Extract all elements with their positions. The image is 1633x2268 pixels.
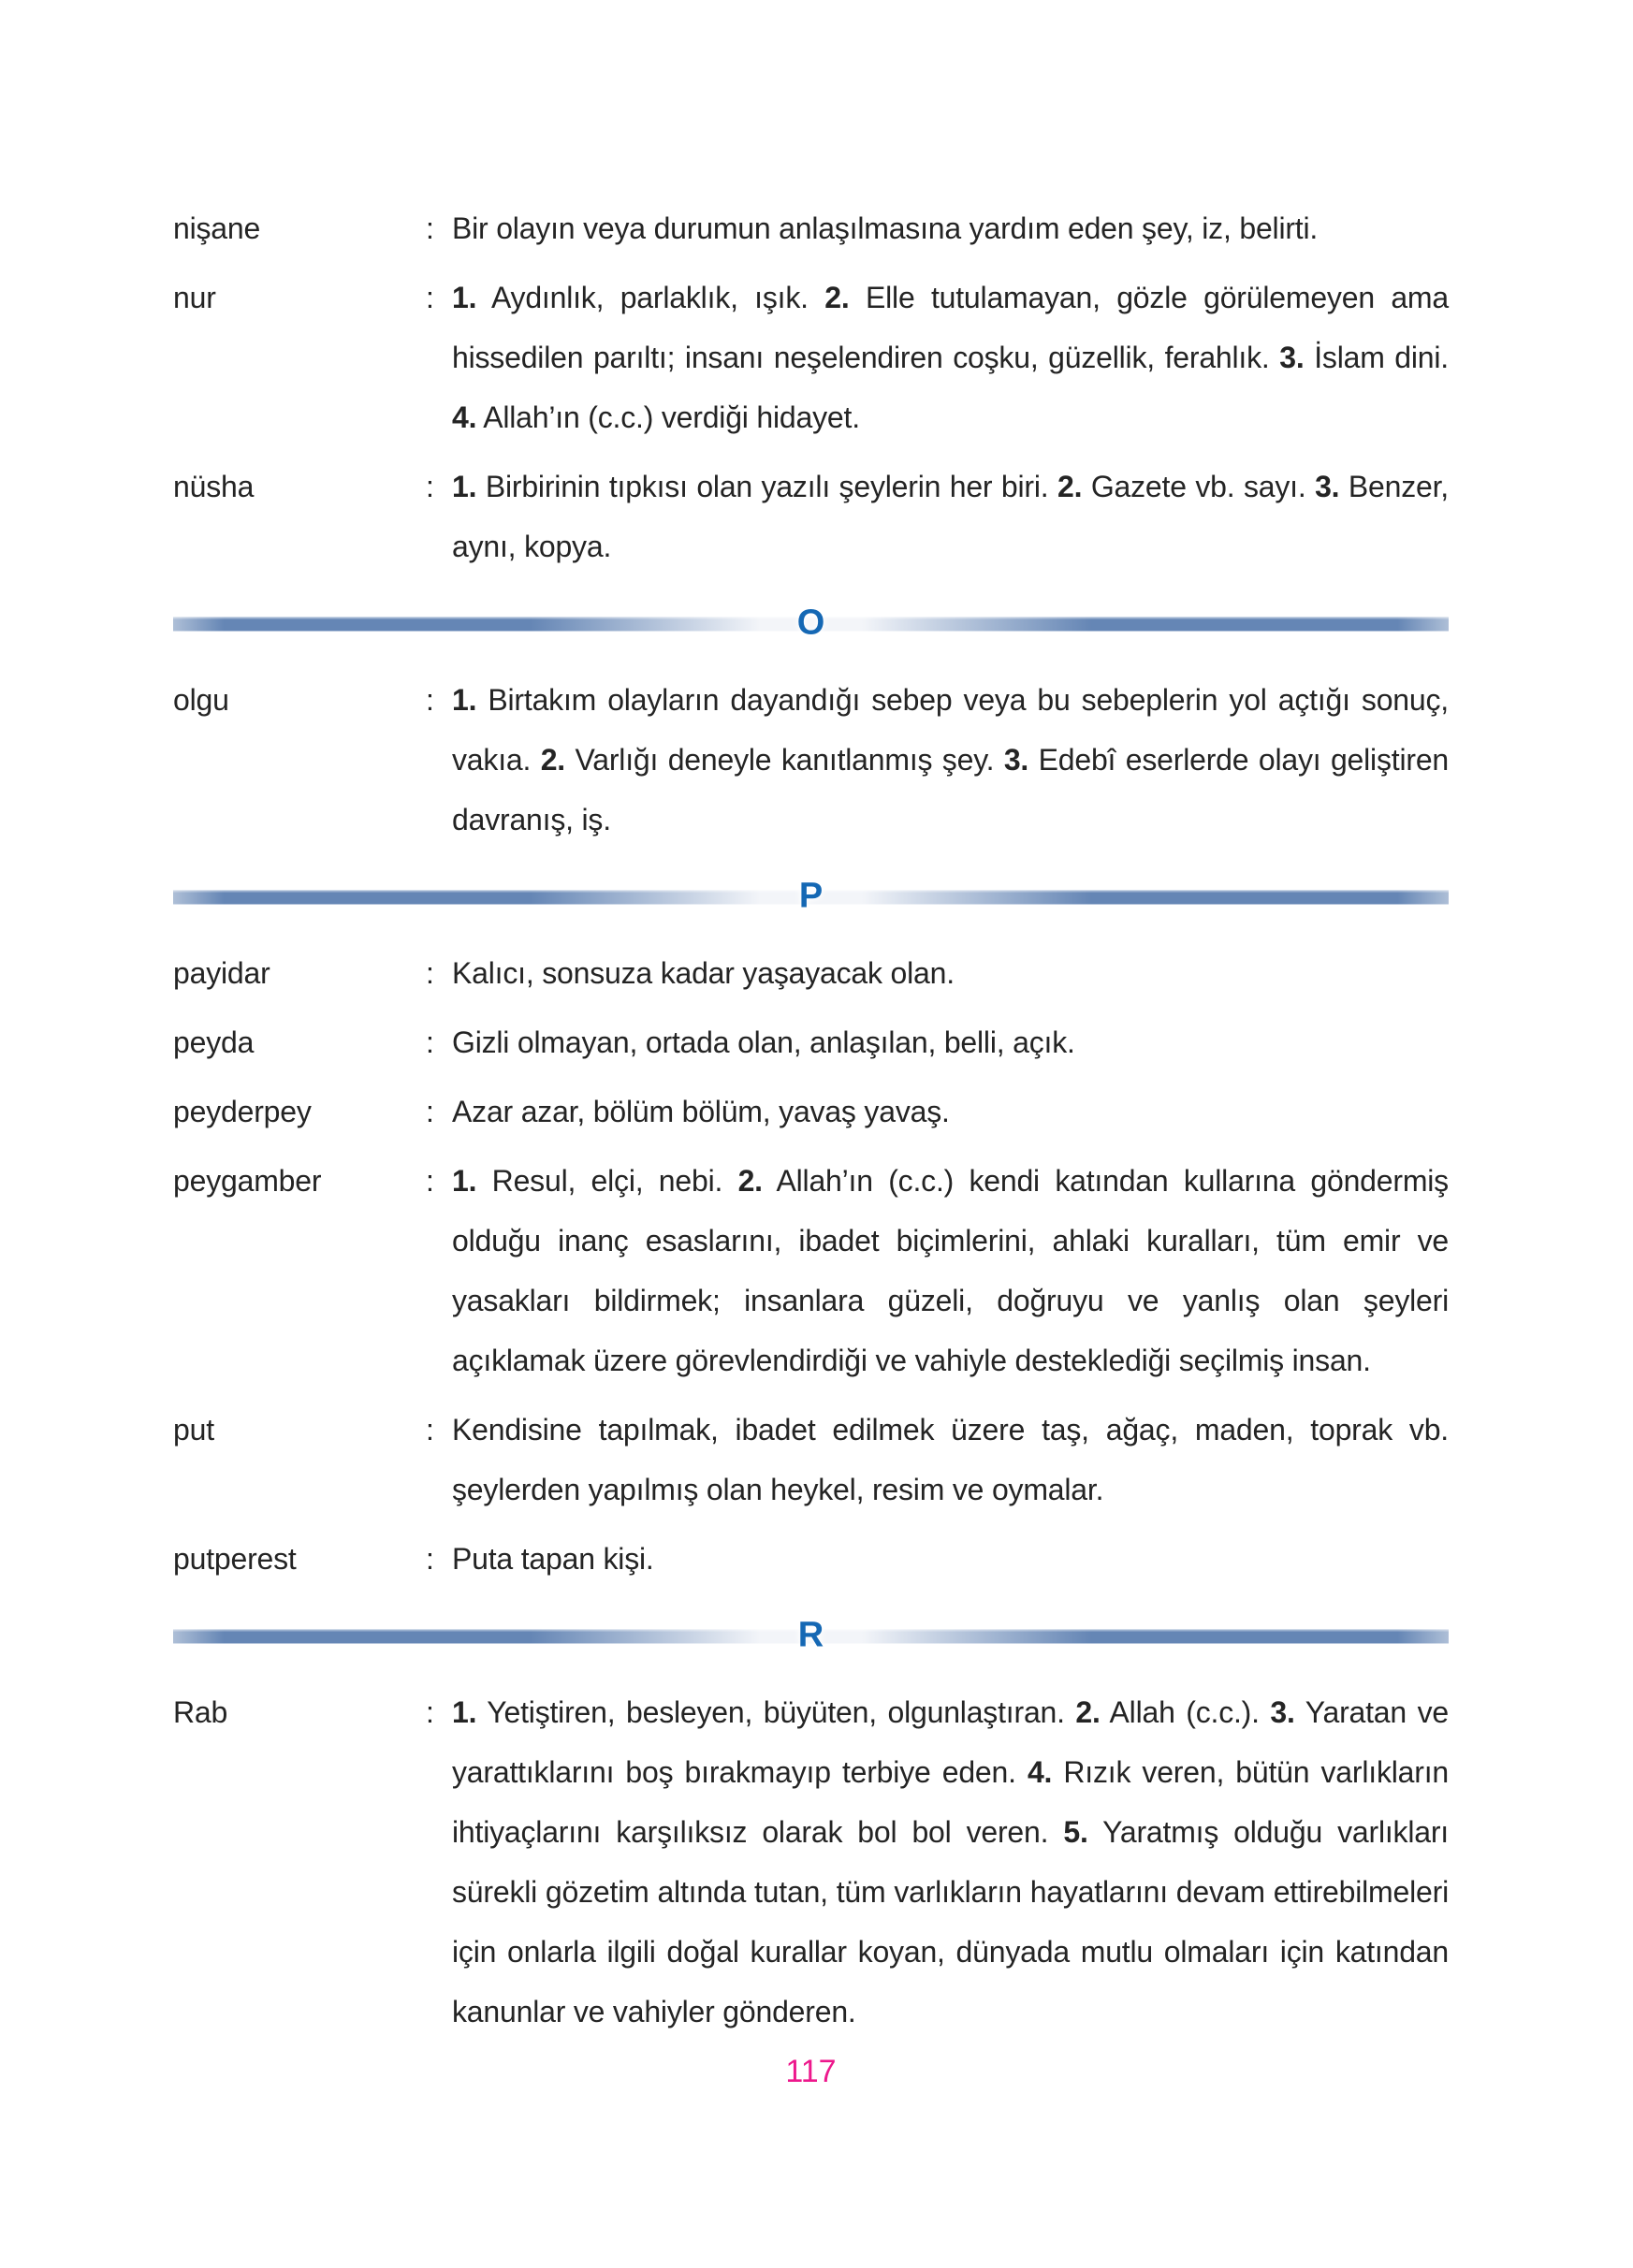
- definition-text: Edebî eserlerde olayı geliştiren davranış, iş.: [452, 743, 1450, 836]
- entry-colon: :: [426, 1164, 434, 1198]
- entry-term: nüsha: [173, 470, 255, 503]
- entry-colon: :: [426, 211, 434, 245]
- entry-definition: [452, 198, 1449, 258]
- entry-colon: :: [426, 470, 434, 503]
- definition-text: Yetiştiren, besleyen, büyüten, olgunlaştıran.: [476, 1695, 1076, 1729]
- entry-colon: :: [426, 1025, 434, 1059]
- entry-colon: :: [426, 1413, 434, 1447]
- entry-term: peyderpey: [173, 1095, 312, 1128]
- glossary-entry: [173, 1400, 1449, 1519]
- definition-text: Elle tutulamayan, gözle görülemeyen ama hissedilen parıltı; insanı neşelendiren coşku, güzellik, ferahlık.: [452, 281, 1449, 374]
- glossary-entry: [173, 670, 1449, 850]
- entry-definition: [452, 1151, 1449, 1390]
- definition-text: Resul, elçi, nebi.: [476, 1164, 738, 1198]
- entry-term: peyda: [173, 1025, 255, 1059]
- section-divider: [173, 1598, 1449, 1675]
- entry-definition: [452, 1012, 1449, 1072]
- entry-colon: :: [426, 1695, 434, 1729]
- definition-text: Birbirinin tıpkısı olan yazılı şeylerin her biri.: [476, 470, 1058, 503]
- entry-colon: :: [426, 281, 434, 314]
- entry-definition: [452, 457, 1449, 576]
- sense-number: 4.: [452, 400, 477, 434]
- glossary-entry: [173, 268, 1449, 447]
- entry-term: put: [173, 1413, 214, 1447]
- sense-number: 1.: [452, 1164, 477, 1198]
- entry-term: nur: [173, 281, 216, 314]
- glossary-entry: [173, 1682, 1449, 2042]
- section-divider: [173, 586, 1449, 662]
- entry-definition: [452, 1400, 1449, 1519]
- glossary-body: [173, 198, 1449, 2042]
- entry-colon: :: [426, 1095, 434, 1128]
- section-divider: [173, 859, 1449, 936]
- definition-text: Birtakım olayların dayandığı sebep veya bu sebeplerin yol açtığı sonuç, vakıa.: [452, 683, 1449, 777]
- entry-definition: [452, 1529, 1449, 1589]
- sense-number: 3.: [1003, 743, 1029, 777]
- glossary-entry: [173, 1529, 1449, 1589]
- sense-number: 2.: [540, 743, 565, 777]
- section-letter: O: [796, 603, 825, 643]
- sense-number: 2.: [737, 1164, 763, 1198]
- definition-text: Allah’ın (c.c.) verdiği hidayet.: [476, 400, 860, 434]
- definition-text: Allah’ın (c.c.) kendi katından kullarına göndermiş olduğu inanç esaslarını, ibadet biçimlerini, ahlaki kuralları, tüm emir ve yasakları bildirmek; insanlara güzeli, doğruyu ve yanlış olan şeyleri açıklamak üzere görevlendirdiği ve vahiyle desteklediği seçilmiş insan.: [452, 1164, 1449, 1377]
- entry-definition: [452, 670, 1449, 850]
- glossary-entry: [173, 943, 1449, 1003]
- entry-definition: [452, 268, 1449, 447]
- definition-text: Aydınlık, parlaklık, ışık.: [476, 281, 825, 314]
- sense-number: 1.: [452, 1695, 477, 1729]
- entry-term: nişane: [173, 211, 261, 245]
- page-number: 117: [785, 2054, 837, 2089]
- sense-number: 2.: [1075, 1695, 1101, 1729]
- sense-number: 2.: [1057, 470, 1083, 503]
- entry-term: peygamber: [173, 1164, 322, 1198]
- definition-text: Azar azar, bölüm bölüm, yavaş yavaş.: [452, 1095, 950, 1128]
- entry-colon: :: [426, 1542, 434, 1576]
- section-letter: R: [797, 1615, 824, 1655]
- sense-number: 3.: [1279, 341, 1305, 374]
- definition-text: Gizli olmayan, ortada olan, anlaşılan, belli, açık.: [452, 1025, 1075, 1059]
- entry-definition: [452, 1082, 1449, 1141]
- definition-text: Benzer, aynı, kopya.: [452, 470, 1449, 563]
- glossary-entry: [173, 1012, 1449, 1072]
- glossary-entry: [173, 1082, 1449, 1141]
- entry-term: putperest: [173, 1542, 297, 1576]
- sense-number: 1.: [452, 683, 477, 717]
- definition-text: Yaratan ve yarattıklarını boş bırakmayıp terbiye eden.: [452, 1695, 1449, 1789]
- sense-number: 3.: [1315, 470, 1340, 503]
- glossary-entry: [173, 198, 1449, 258]
- sense-number: 3.: [1270, 1695, 1295, 1729]
- entry-definition: [452, 1682, 1449, 2042]
- definition-text: İslam dini.: [1304, 341, 1449, 374]
- entry-term: payidar: [173, 956, 270, 990]
- definition-text: Kalıcı, sonsuza kadar yaşayacak olan.: [452, 956, 955, 990]
- entry-term: olgu: [173, 683, 229, 717]
- definition-text: Rızık veren, bütün varlıkların ihtiyaçlarını karşılıksız olarak bol bol veren.: [452, 1755, 1449, 1849]
- sense-number: 2.: [824, 281, 850, 314]
- sense-number: 4.: [1027, 1755, 1053, 1789]
- sense-number: 1.: [452, 281, 477, 314]
- entry-term: Rab: [173, 1695, 228, 1729]
- section-letter: P: [798, 876, 824, 916]
- definition-text: Kendisine tapılmak, ibadet edilmek üzere taş, ağaç, maden, toprak vb. şeylerden yapılmış olan heykel, resim ve oymalar.: [452, 1413, 1449, 1506]
- entry-colon: :: [426, 683, 434, 717]
- definition-text: Gazete vb. sayı.: [1082, 470, 1316, 503]
- glossary-entry: [173, 457, 1449, 576]
- definition-text: Allah (c.c.).: [1100, 1695, 1271, 1729]
- sense-number: 5.: [1063, 1815, 1088, 1849]
- definition-text: Bir olayın veya durumun anlaşılmasına yardım eden şey, iz, belirti.: [452, 211, 1319, 245]
- definition-text: Varlığı deneyle kanıtlanmış şey.: [564, 743, 1004, 777]
- definition-text: Puta tapan kişi.: [452, 1542, 654, 1576]
- entry-colon: :: [426, 956, 434, 990]
- sense-number: 1.: [452, 470, 477, 503]
- definition-text: Yaratmış olduğu varlıkları sürekli gözetim altında tutan, tüm varlıkların hayatlarını devam ettirebilmeleri için onlarla ilgili doğal kurallar koyan, dünyada mutlu olmaları için katından kanunlar ve vahiyler gönderen.: [452, 1815, 1449, 2028]
- glossary-entry: [173, 1151, 1449, 1390]
- entry-definition: [452, 943, 1449, 1003]
